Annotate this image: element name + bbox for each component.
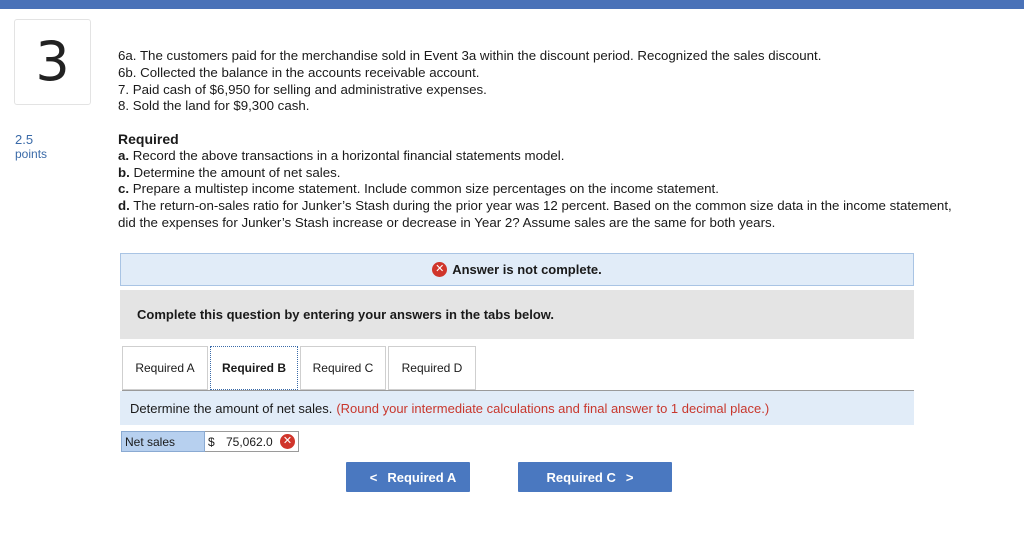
required-heading: Required	[118, 131, 179, 147]
transaction-list	[118, 48, 968, 115]
required-item-label: c.	[118, 181, 130, 197]
prev-required-button[interactable]	[346, 462, 470, 492]
tab-required-c[interactable]	[300, 346, 386, 390]
instruction-text: Determine the amount of net sales.	[130, 400, 333, 416]
required-item	[118, 148, 968, 165]
instruction-bar	[120, 391, 914, 425]
next-button-label: Required C	[546, 469, 616, 485]
prev-button-label: Required A	[387, 469, 457, 485]
required-item-text: Prepare a multistep income statement. Include common size percentages on the income statement.	[129, 181, 719, 197]
complete-instruction-box	[120, 290, 914, 339]
required-item-label: b.	[118, 164, 130, 180]
net-sales-label: Net sales	[121, 431, 205, 452]
transaction-item: 6b. Collected the balance in the accounts receivable account.	[118, 64, 480, 80]
tab-required-d[interactable]	[388, 346, 476, 390]
required-item-label: d.	[118, 198, 130, 214]
rounding-note: (Round your intermediate calculations and final answer to 1 decimal place.)	[336, 400, 770, 416]
currency-symbol: $	[208, 434, 215, 449]
points-value: 2.5	[15, 132, 34, 147]
transaction-item: 7. Paid cash of $6,950 for selling and administrative expenses.	[118, 81, 487, 97]
tab-label: Required A	[135, 361, 195, 375]
question-number-box	[14, 19, 91, 105]
points-indicator	[15, 132, 47, 162]
next-required-button[interactable]	[518, 462, 672, 492]
required-tabs	[122, 346, 478, 390]
answer-status-text: Answer is not complete.	[452, 262, 602, 277]
answer-status-banner	[120, 253, 914, 286]
tab-required-b[interactable]	[210, 346, 298, 390]
net-sales-input[interactable]	[205, 431, 299, 452]
x-circle-icon: ✕	[280, 434, 295, 449]
tab-label: Required C	[312, 361, 374, 375]
chevron-right-icon: >	[625, 469, 634, 485]
complete-instruction-text: Complete this question by entering your answers in the tabs below.	[137, 307, 555, 322]
required-item-text: The return-on-sales ratio for Junker’s Stash during the prior year was 12 percent. Based on the common size data in the income statement, did the expenses for Junker’s Stash increase or decrease in Year 2? Assume sales are the same for both years.	[118, 198, 952, 230]
required-section	[118, 131, 968, 232]
required-item-text: Record the above transactions in a horizontal financial statements model.	[129, 147, 565, 163]
required-item-label: a.	[118, 147, 130, 163]
question-number: 3	[35, 30, 70, 93]
transaction-item: 8. Sold the land for $9,300 cash.	[118, 98, 310, 114]
chevron-left-icon: <	[369, 469, 378, 485]
net-sales-value: 75,062.0	[226, 434, 273, 449]
tab-label: Required D	[401, 361, 463, 375]
top-accent-bar	[0, 0, 1024, 9]
tab-label: Required B	[221, 361, 286, 375]
transaction-item: 6a. The customers paid for the merchandise sold in Event 3a within the discount period. Recognized the sales discount.	[118, 48, 822, 63]
x-circle-icon: ✕	[432, 262, 447, 277]
points-label: points	[15, 147, 48, 161]
required-item	[118, 198, 968, 232]
net-sales-row	[121, 431, 299, 452]
required-item	[118, 165, 968, 182]
required-item	[118, 181, 968, 198]
required-item-text: Determine the amount of net sales.	[129, 164, 341, 180]
tab-required-a[interactable]	[122, 346, 208, 390]
